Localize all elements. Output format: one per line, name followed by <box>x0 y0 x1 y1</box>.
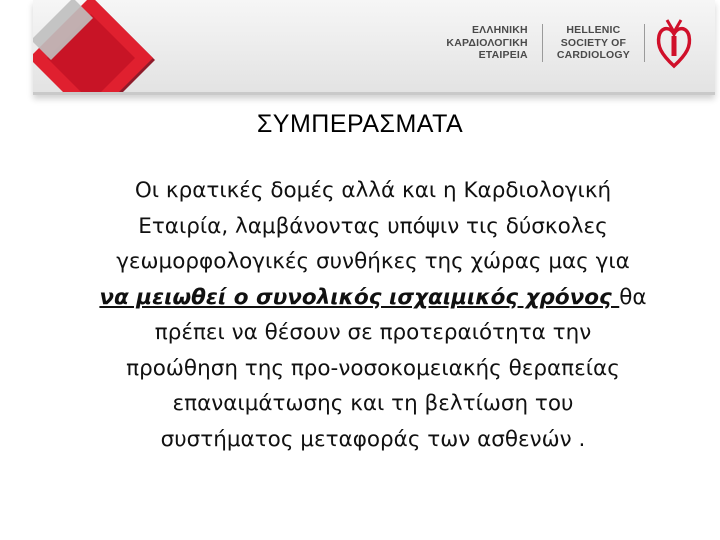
logo-english-text <box>542 24 645 62</box>
society-logo <box>446 10 693 76</box>
conclusion-paragraph <box>58 173 688 457</box>
logo-greek-line: ΕΤΑΙΡΕΙΑ <box>478 49 528 62</box>
logo-greek-line: ΕΛΛΗΝΙΚΗ <box>471 24 528 37</box>
emphasized-phrase: να μειωθεί ο συνολικός ισχαιμικός χρόνος <box>99 284 620 310</box>
paragraph-line: προώθηση της προ-νοσοκομειακής θεραπείας <box>126 355 620 381</box>
slide-title: ΣΥΜΠΕΡΑΣΜΑΤΑ <box>256 110 464 138</box>
logo-english-line: CARDIOLOGY <box>556 49 630 62</box>
logo-greek-text <box>446 24 541 62</box>
paragraph-line: συστήματος μεταφοράς των ασθενών . <box>160 426 586 452</box>
paragraph-text: θα <box>619 284 647 310</box>
logo-english-line: HELLENIC <box>566 24 621 37</box>
logo-greek-line: ΚΑΡΔΙΟΛΟΓΙΚΗ <box>446 36 528 49</box>
header-banner <box>33 0 715 95</box>
paragraph-line <box>58 280 688 316</box>
paragraph-line: επαναιμάτωσης και τη βελτίωση του <box>172 391 574 416</box>
paragraph-line: πρέπει να θέσουν σε προτεραιότητα την <box>154 320 592 345</box>
heart-pulse-icon <box>655 16 693 70</box>
paragraph-line: γεωμορφολογικές συνθήκες της χώρας μας για <box>116 249 630 274</box>
logo-english-line: SOCIETY OF <box>560 36 627 49</box>
diamond-logo-graphic <box>33 0 158 92</box>
paragraph-line: Οι κρατικές δομές αλλά και η Καρδιολογική <box>134 178 612 203</box>
paragraph-line: Εταιρία, λαμβάνοντας υπόψιν τις δύσκολες <box>138 213 608 239</box>
